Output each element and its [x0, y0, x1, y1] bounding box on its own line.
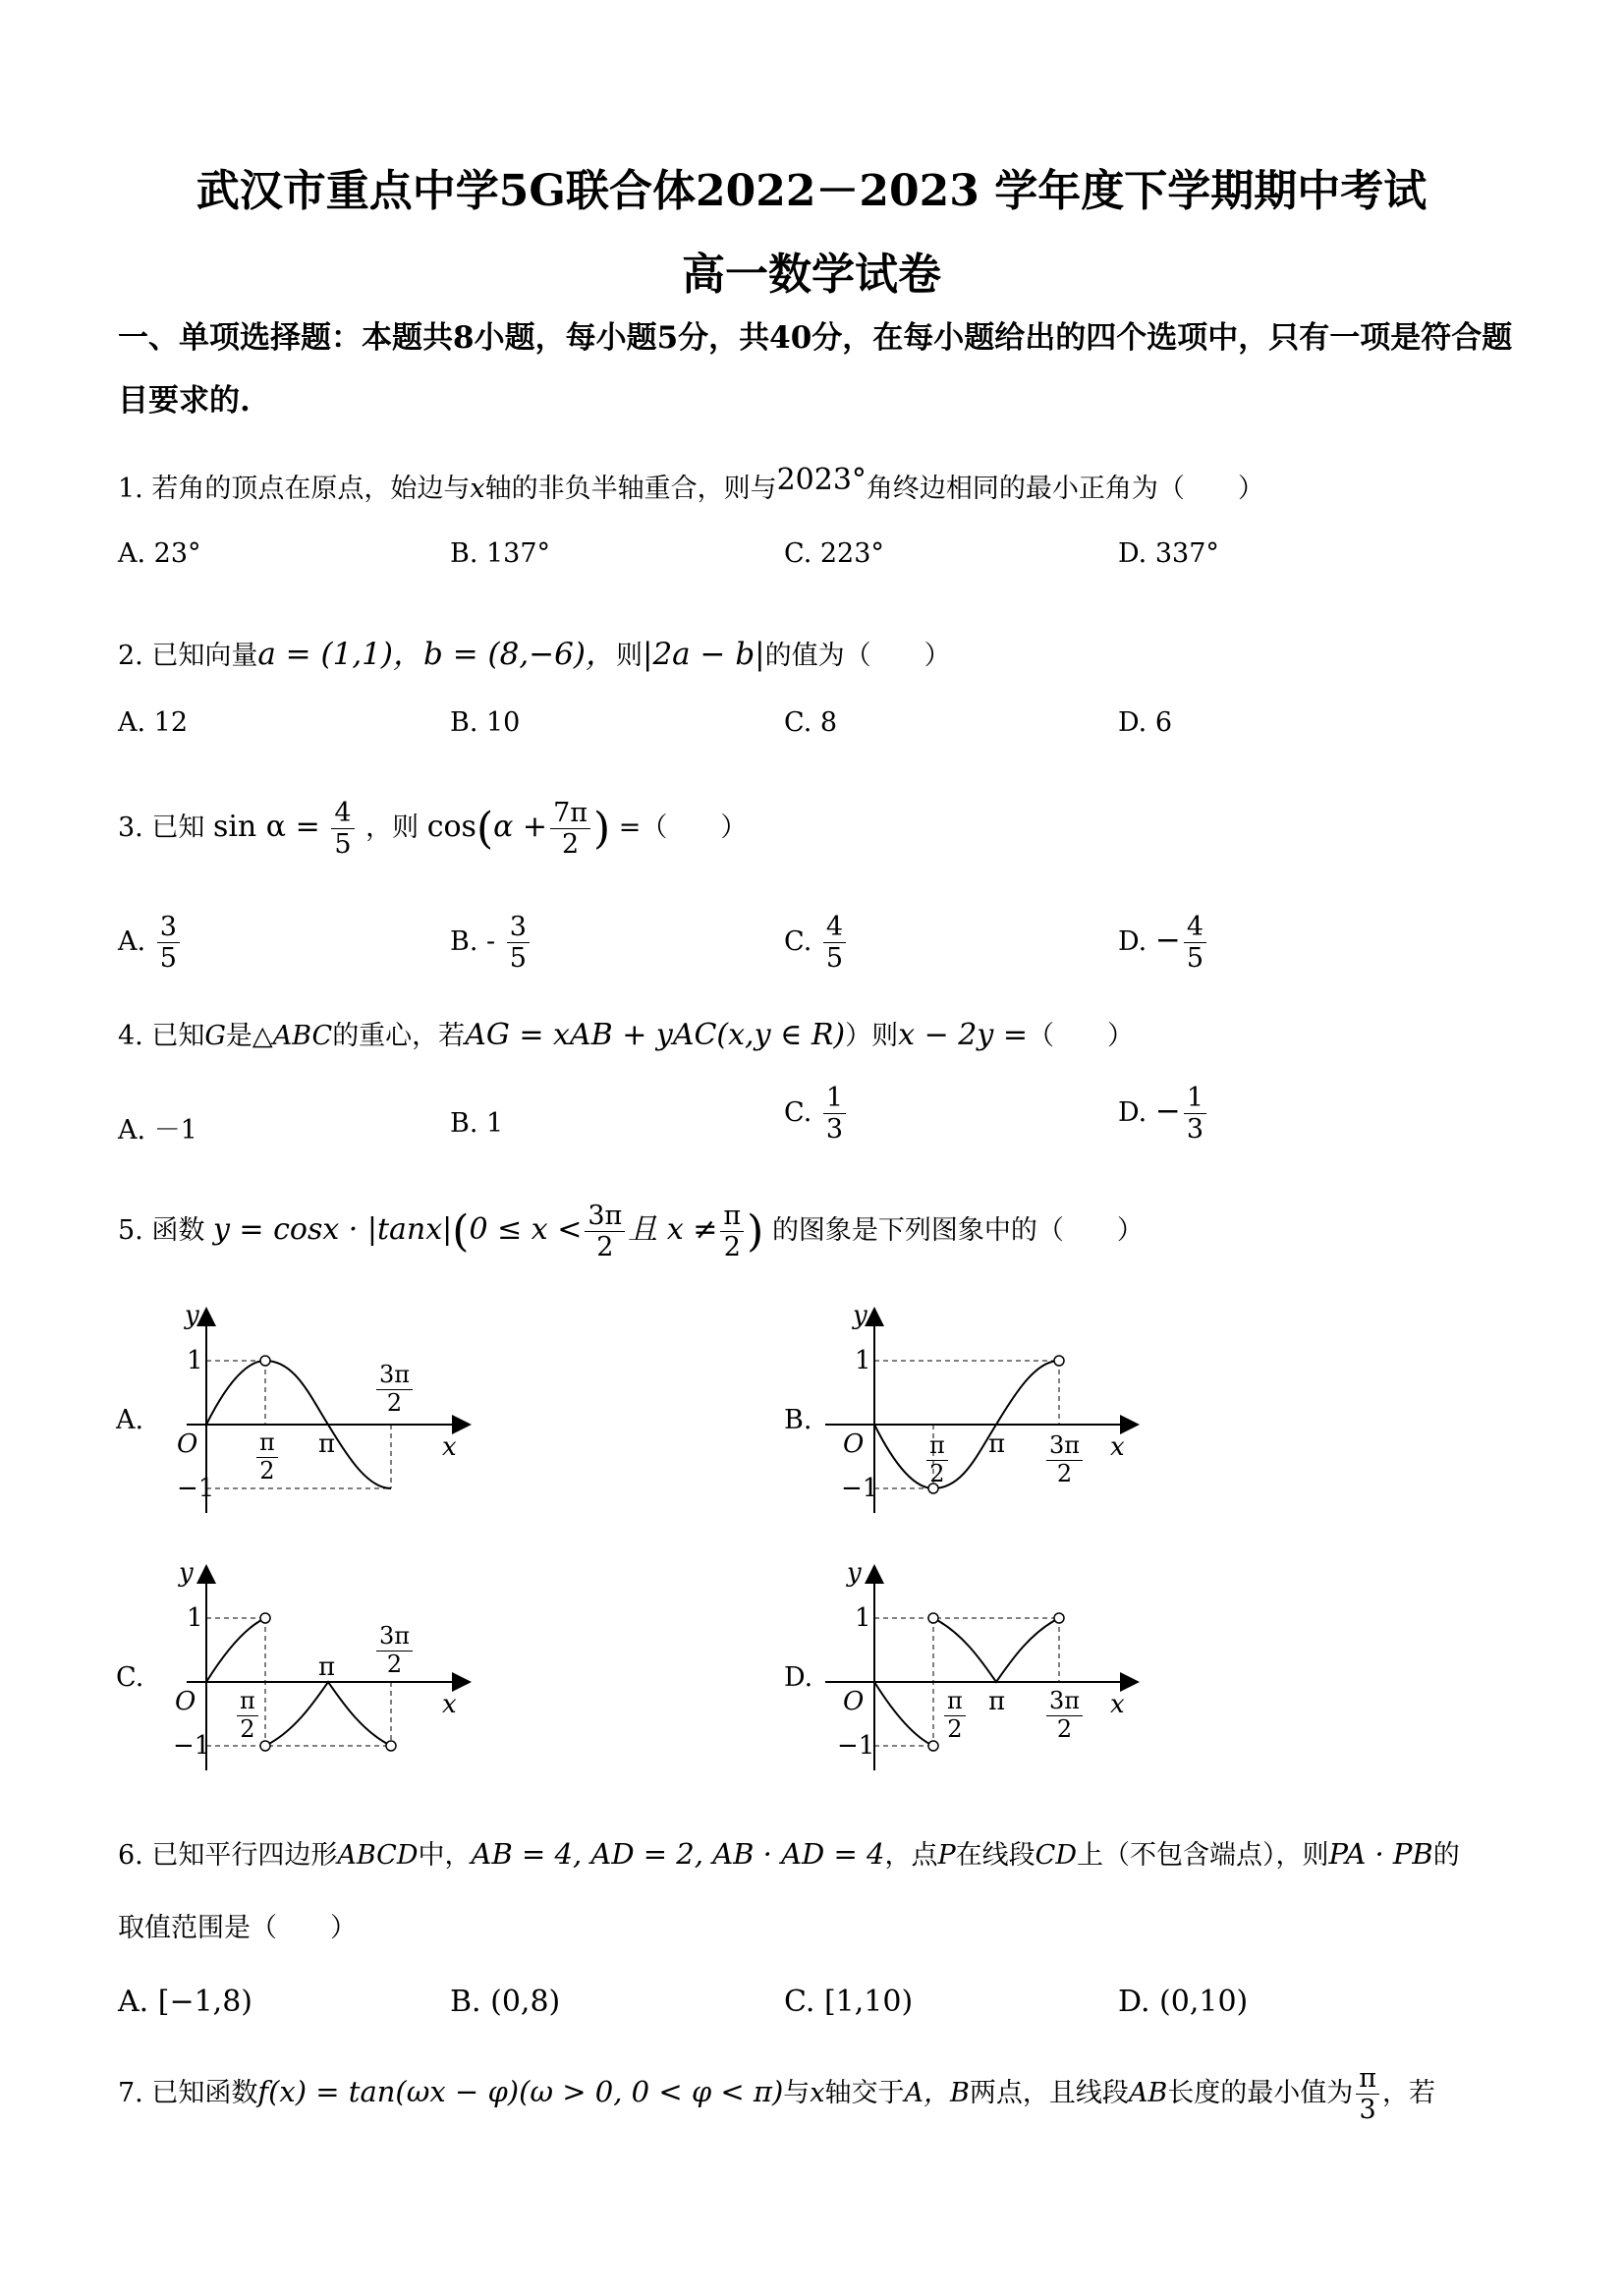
- q5-option-b[interactable]: B.: [784, 1405, 812, 1435]
- question-4: 4. 已知G是△ABC的重心，若AG = xAB + yAC(x,y ∈ R)）则x − 2y =（ ）: [118, 1018, 1134, 1052]
- q1-option-c[interactable]: C. 223°: [784, 538, 884, 569]
- q3-option-c[interactable]: C. $\frac{4}{5}$: [784, 912, 849, 974]
- question-2: 2. 已知向量a = (1,1)，b = (8,−6)，则|2a − b|的值为（ ）: [118, 637, 951, 672]
- q6-option-d[interactable]: D. (0,10): [1118, 1985, 1249, 2019]
- q2-option-c[interactable]: C. 8: [784, 707, 838, 738]
- exam-subtitle: 高一数学试卷: [682, 250, 941, 300]
- q2-option-b[interactable]: B. 10: [450, 707, 521, 738]
- q1-option-b[interactable]: B. 137°: [450, 538, 551, 569]
- question-6-line2: 取值范围是（ ）: [118, 1913, 357, 1943]
- q6-option-a[interactable]: A. [−1,8): [118, 1985, 252, 2019]
- q6-option-b[interactable]: B. (0,8): [450, 1985, 561, 2019]
- q3-option-a[interactable]: A. $\frac{3}{5}$: [118, 912, 183, 974]
- q4-option-d[interactable]: D. − $\frac{1}{3}$: [1118, 1083, 1209, 1145]
- question-6: 6. 已知平行四边形ABCD中，AB = 4, AD = 2, AB · AD = 4，点P在线段CD上（不包含端点），则PA · PB的: [118, 1837, 1460, 1871]
- q4-option-c[interactable]: C. $\frac{1}{3}$: [784, 1083, 849, 1145]
- question-3: 3. 已知 sin α = $\frac{4}{5}$ ，则 cos(α + $\frac{7\pi}{2}$ ) =（ ）: [118, 798, 748, 861]
- section-heading: 一、单项选择题：本题共8小题，每小题5分，共40分，在每小题给出的四个选项中，只有一项是符合题目要求的.: [118, 320, 1513, 419]
- question-5: 5. 函数 y = cosx · |tanx|(0 ≤ x < $\frac{3\pi}{2}$ 且 x ≠ $\frac{\pi}{2}$ ) 的图象是下列图象中的（ ）: [118, 1201, 1144, 1263]
- exam-title: 武汉市重点中学5G联合体2022－2023 学年度下学期期中考试: [196, 166, 1427, 216]
- q3-option-d[interactable]: D. − $\frac{4}{5}$: [1118, 912, 1209, 974]
- q1-option-a[interactable]: A. 23°: [118, 538, 201, 569]
- q4-option-b[interactable]: B. 1: [450, 1108, 504, 1139]
- q4-option-a[interactable]: A. －1: [118, 1115, 197, 1146]
- question-7: 7. 已知函数f(x) = tan(ωx − φ)(ω > 0, 0 < φ < π)与x轴交于A，B两点，且线段AB长度的最小值为 $\frac{\pi}{3}$ ，若: [118, 2063, 1435, 2126]
- q5-option-d[interactable]: D.: [784, 1662, 813, 1693]
- q3-option-b[interactable]: B. - $\frac{3}{5}$: [450, 912, 532, 974]
- q5-option-a[interactable]: A.: [116, 1405, 144, 1435]
- q6-option-c[interactable]: C. [1,10): [784, 1985, 914, 2019]
- q2-option-a[interactable]: A. 12: [118, 707, 189, 738]
- question-1: 1. 若角的顶点在原点，始边与x轴的非负半轴重合，则与2023°角终边相同的最小正角为（ ）: [118, 463, 1264, 504]
- q2-option-d[interactable]: D. 6: [1118, 707, 1173, 738]
- q1-option-d[interactable]: D. 337°: [1118, 538, 1219, 569]
- q5-option-c[interactable]: C.: [116, 1662, 144, 1693]
